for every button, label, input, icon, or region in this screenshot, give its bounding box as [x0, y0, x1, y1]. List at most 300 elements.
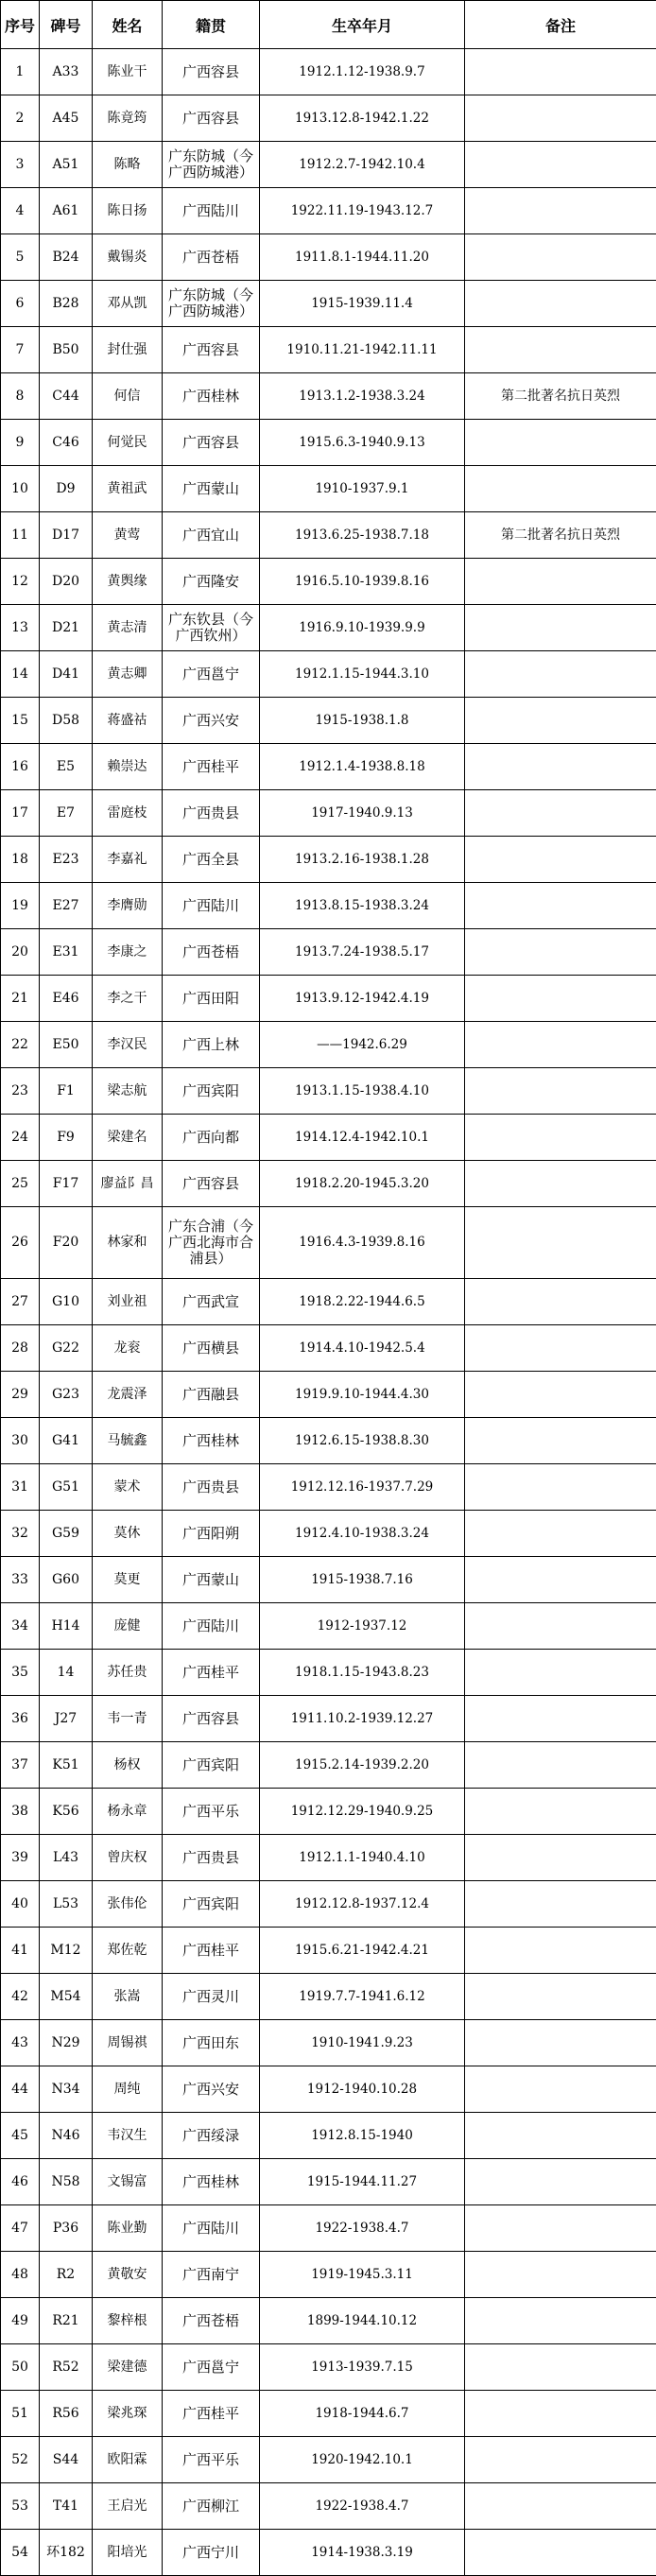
- cell-name: 林家和: [93, 1207, 163, 1279]
- cell-origin: 广西阳朔: [163, 1511, 260, 1557]
- table-row: [1, 1418, 656, 1464]
- cell-code: N58: [40, 2159, 93, 2205]
- cell-code: D20: [40, 559, 93, 605]
- table-row: [1, 1325, 656, 1372]
- cell-remark: [465, 2020, 656, 2066]
- cell-dates: 1917-1940.9.13: [260, 790, 465, 837]
- cell-no: 51: [1, 2391, 40, 2437]
- cell-no: 41: [1, 1928, 40, 1974]
- table-row: [1, 1207, 656, 1279]
- table-row: [1, 327, 656, 373]
- cell-no: 25: [1, 1161, 40, 1207]
- cell-no: 39: [1, 1835, 40, 1881]
- cell-remark: [465, 1928, 656, 1974]
- cell-remark: [465, 2483, 656, 2530]
- cell-remark: [465, 976, 656, 1022]
- cell-remark: [465, 790, 656, 837]
- cell-no: 37: [1, 1742, 40, 1789]
- cell-dates: 1915.6.21-1942.4.21: [260, 1928, 465, 1974]
- cell-code: K56: [40, 1789, 93, 1835]
- cell-dates: 1910-1941.9.23: [260, 2020, 465, 2066]
- table-row: [1, 1974, 656, 2020]
- table-row: [1, 2530, 656, 2576]
- cell-code: G51: [40, 1464, 93, 1511]
- cell-no: 28: [1, 1325, 40, 1372]
- cell-code: A61: [40, 188, 93, 234]
- cell-remark: [465, 2344, 656, 2391]
- table-row: [1, 281, 656, 327]
- cell-remark: 第二批著名抗日英烈: [465, 373, 656, 420]
- cell-remark: [465, 2066, 656, 2113]
- cell-origin: 广西陆川: [163, 188, 260, 234]
- cell-origin: 广西桂林: [163, 373, 260, 420]
- cell-remark: [465, 2530, 656, 2576]
- cell-name: 陈略: [93, 142, 163, 188]
- header-remark: 备注: [465, 1, 656, 49]
- cell-no: 46: [1, 2159, 40, 2205]
- cell-no: 5: [1, 234, 40, 281]
- cell-dates: 1899-1944.10.12: [260, 2298, 465, 2344]
- table-row: [1, 1742, 656, 1789]
- cell-name: 韦汉生: [93, 2113, 163, 2159]
- table-row: [1, 1789, 656, 1835]
- cell-dates: 1913.7.24-1938.5.17: [260, 929, 465, 976]
- cell-code: D41: [40, 651, 93, 698]
- cell-dates: 1911.8.1-1944.11.20: [260, 234, 465, 281]
- table-row: [1, 142, 656, 188]
- cell-code: E5: [40, 744, 93, 790]
- cell-name: 梁志航: [93, 1068, 163, 1115]
- table-row: [1, 1115, 656, 1161]
- cell-code: K51: [40, 1742, 93, 1789]
- cell-origin: 广西宾阳: [163, 1881, 260, 1928]
- cell-remark: [465, 95, 656, 142]
- table-row: [1, 605, 656, 651]
- cell-code: L53: [40, 1881, 93, 1928]
- cell-origin: 广西桂平: [163, 1650, 260, 1696]
- cell-no: 4: [1, 188, 40, 234]
- cell-code: 环182: [40, 2530, 93, 2576]
- table-row: [1, 1464, 656, 1511]
- table-row: [1, 1881, 656, 1928]
- cell-code: B28: [40, 281, 93, 327]
- cell-dates: 1913.9.12-1942.4.19: [260, 976, 465, 1022]
- cell-remark: [465, 837, 656, 883]
- cell-name: 陈竟筠: [93, 95, 163, 142]
- cell-name: 廖益阝昌: [93, 1161, 163, 1207]
- cell-name: 李汉民: [93, 1022, 163, 1068]
- cell-no: 18: [1, 837, 40, 883]
- cell-code: B24: [40, 234, 93, 281]
- cell-name: 李膺勋: [93, 883, 163, 929]
- table-row: [1, 2298, 656, 2344]
- cell-no: 21: [1, 976, 40, 1022]
- cell-remark: [465, 1696, 656, 1742]
- cell-dates: 1910.11.21-1942.11.11: [260, 327, 465, 373]
- cell-origin: 广西容县: [163, 1161, 260, 1207]
- table-row: [1, 466, 656, 512]
- cell-name: 刘业祖: [93, 1279, 163, 1325]
- cell-no: 8: [1, 373, 40, 420]
- table-row: [1, 837, 656, 883]
- table-row: [1, 373, 656, 420]
- cell-code: N34: [40, 2066, 93, 2113]
- cell-dates: 1918.1.15-1943.8.23: [260, 1650, 465, 1696]
- header-code: 碑号: [40, 1, 93, 49]
- cell-dates: 1916.5.10-1939.8.16: [260, 559, 465, 605]
- cell-code: P36: [40, 2205, 93, 2252]
- cell-no: 34: [1, 1603, 40, 1650]
- cell-origin: 广西兴安: [163, 698, 260, 744]
- cell-remark: [465, 420, 656, 466]
- cell-name: 张伟伦: [93, 1881, 163, 1928]
- cell-code: A33: [40, 49, 93, 95]
- cell-origin: 广西桂平: [163, 2391, 260, 2437]
- cell-code: G41: [40, 1418, 93, 1464]
- cell-dates: 1919-1945.3.11: [260, 2252, 465, 2298]
- cell-origin: 广西蒙山: [163, 1557, 260, 1603]
- cell-dates: 1912.2.7-1942.10.4: [260, 142, 465, 188]
- cell-remark: [465, 2159, 656, 2205]
- cell-no: 7: [1, 327, 40, 373]
- cell-no: 29: [1, 1372, 40, 1418]
- cell-remark: [465, 1372, 656, 1418]
- cell-remark: [465, 142, 656, 188]
- cell-no: 9: [1, 420, 40, 466]
- table-row: [1, 2205, 656, 2252]
- cell-dates: 1915-1939.11.4: [260, 281, 465, 327]
- table-row: [1, 1650, 656, 1696]
- cell-dates: 1912.1.4-1938.8.18: [260, 744, 465, 790]
- table-row: [1, 1557, 656, 1603]
- cell-code: E46: [40, 976, 93, 1022]
- cell-name: 黎梓根: [93, 2298, 163, 2344]
- cell-dates: 1912.12.8-1937.12.4: [260, 1881, 465, 1928]
- cell-remark: [465, 2205, 656, 2252]
- cell-remark: [465, 1789, 656, 1835]
- header-dates: 生卒年月: [260, 1, 465, 49]
- table-row: [1, 1928, 656, 1974]
- cell-remark: [465, 605, 656, 651]
- table-row: [1, 2252, 656, 2298]
- cell-origin: 广西苍梧: [163, 234, 260, 281]
- table-row: [1, 1835, 656, 1881]
- cell-no: 45: [1, 2113, 40, 2159]
- cell-no: 35: [1, 1650, 40, 1696]
- header-origin: 籍贯: [163, 1, 260, 49]
- cell-remark: [465, 883, 656, 929]
- cell-dates: 1913.12.8-1942.1.22: [260, 95, 465, 142]
- cell-remark: [465, 651, 656, 698]
- cell-origin: 广西邕宁: [163, 2344, 260, 2391]
- cell-origin: 广西上林: [163, 1022, 260, 1068]
- cell-code: B50: [40, 327, 93, 373]
- cell-name: 曾庆权: [93, 1835, 163, 1881]
- cell-dates: ——1942.6.29: [260, 1022, 465, 1068]
- header-row: [1, 1, 656, 49]
- table-row: [1, 790, 656, 837]
- cell-dates: 1915.6.3-1940.9.13: [260, 420, 465, 466]
- cell-no: 33: [1, 1557, 40, 1603]
- cell-dates: 1913.6.25-1938.7.18: [260, 512, 465, 559]
- table-row: [1, 234, 656, 281]
- cell-no: 15: [1, 698, 40, 744]
- cell-name: 梁兆琛: [93, 2391, 163, 2437]
- cell-no: 49: [1, 2298, 40, 2344]
- cell-code: C46: [40, 420, 93, 466]
- cell-no: 47: [1, 2205, 40, 2252]
- cell-name: 封仕强: [93, 327, 163, 373]
- cell-no: 50: [1, 2344, 40, 2391]
- cell-no: 6: [1, 281, 40, 327]
- cell-dates: 1910-1937.9.1: [260, 466, 465, 512]
- cell-name: 陈日扬: [93, 188, 163, 234]
- cell-code: E31: [40, 929, 93, 976]
- table-row: [1, 512, 656, 559]
- cell-origin: 广西宜山: [163, 512, 260, 559]
- cell-name: 阳培光: [93, 2530, 163, 2576]
- cell-dates: 1913.8.15-1938.3.24: [260, 883, 465, 929]
- cell-dates: 1913.2.16-1938.1.28: [260, 837, 465, 883]
- cell-name: 邓从凯: [93, 281, 163, 327]
- table-row: [1, 976, 656, 1022]
- cell-origin: 广西柳江: [163, 2483, 260, 2530]
- cell-remark: [465, 1511, 656, 1557]
- cell-name: 李之干: [93, 976, 163, 1022]
- cell-name: 张嵩: [93, 1974, 163, 2020]
- cell-no: 48: [1, 2252, 40, 2298]
- cell-name: 何觉民: [93, 420, 163, 466]
- table-row: [1, 929, 656, 976]
- cell-origin: 广西田东: [163, 2020, 260, 2066]
- cell-dates: 1918.2.22-1944.6.5: [260, 1279, 465, 1325]
- cell-name: 黄莺: [93, 512, 163, 559]
- cell-no: 2: [1, 95, 40, 142]
- cell-dates: 1912.12.16-1937.7.29: [260, 1464, 465, 1511]
- table-row: [1, 49, 656, 95]
- cell-dates: 1920-1942.10.1: [260, 2437, 465, 2483]
- cell-origin: 广西田阳: [163, 976, 260, 1022]
- cell-remark: [465, 327, 656, 373]
- cell-code: G10: [40, 1279, 93, 1325]
- cell-origin: 广西融县: [163, 1372, 260, 1418]
- cell-name: 周锡祺: [93, 2020, 163, 2066]
- cell-code: R2: [40, 2252, 93, 2298]
- header-no: 序号: [1, 1, 40, 49]
- table-row: [1, 1022, 656, 1068]
- cell-code: N46: [40, 2113, 93, 2159]
- cell-dates: 1918.2.20-1945.3.20: [260, 1161, 465, 1207]
- cell-origin: 广西陆川: [163, 2205, 260, 2252]
- cell-origin: 广西容县: [163, 95, 260, 142]
- cell-no: 12: [1, 559, 40, 605]
- cell-no: 24: [1, 1115, 40, 1161]
- cell-code: H14: [40, 1603, 93, 1650]
- cell-remark: [465, 1418, 656, 1464]
- table-row: [1, 2113, 656, 2159]
- cell-origin: 广东防城（今广西防城港）: [163, 142, 260, 188]
- cell-code: S44: [40, 2437, 93, 2483]
- cell-no: 52: [1, 2437, 40, 2483]
- cell-code: A51: [40, 142, 93, 188]
- cell-name: 王启光: [93, 2483, 163, 2530]
- cell-no: 44: [1, 2066, 40, 2113]
- cell-code: D17: [40, 512, 93, 559]
- cell-origin: 广西平乐: [163, 1789, 260, 1835]
- cell-code: 14: [40, 1650, 93, 1696]
- cell-remark: [465, 2252, 656, 2298]
- cell-code: C44: [40, 373, 93, 420]
- cell-no: 26: [1, 1207, 40, 1279]
- cell-code: G59: [40, 1511, 93, 1557]
- cell-no: 11: [1, 512, 40, 559]
- cell-origin: 广西苍梧: [163, 2298, 260, 2344]
- cell-origin: 广西武宣: [163, 1279, 260, 1325]
- cell-code: F9: [40, 1115, 93, 1161]
- cell-origin: 广西贵县: [163, 790, 260, 837]
- cell-code: R21: [40, 2298, 93, 2344]
- cell-remark: [465, 1742, 656, 1789]
- table-row: [1, 651, 656, 698]
- cell-origin: 广西容县: [163, 327, 260, 373]
- table-row: [1, 1068, 656, 1115]
- cell-no: 16: [1, 744, 40, 790]
- cell-remark: [465, 281, 656, 327]
- table-row: [1, 2066, 656, 2113]
- cell-dates: 1915.2.14-1939.2.20: [260, 1742, 465, 1789]
- cell-remark: [465, 1161, 656, 1207]
- cell-dates: 1919.7.7-1941.6.12: [260, 1974, 465, 2020]
- table-row: [1, 188, 656, 234]
- cell-no: 20: [1, 929, 40, 976]
- cell-origin: 广西隆安: [163, 559, 260, 605]
- cell-name: 戴锡炎: [93, 234, 163, 281]
- cell-name: 苏任贵: [93, 1650, 163, 1696]
- cell-origin: 广西苍梧: [163, 929, 260, 976]
- cell-origin: 广西容县: [163, 420, 260, 466]
- table-row: [1, 420, 656, 466]
- cell-remark: [465, 2391, 656, 2437]
- cell-no: 42: [1, 1974, 40, 2020]
- cell-remark: [465, 698, 656, 744]
- cell-dates: 1916.4.3-1939.8.16: [260, 1207, 465, 1279]
- cell-no: 19: [1, 883, 40, 929]
- cell-dates: 1912.8.15-1940: [260, 2113, 465, 2159]
- table-row: [1, 95, 656, 142]
- cell-dates: 1914.4.10-1942.5.4: [260, 1325, 465, 1372]
- table-row: [1, 883, 656, 929]
- cell-name: 郑佐乾: [93, 1928, 163, 1974]
- cell-name: 雷庭枝: [93, 790, 163, 837]
- cell-dates: 1912-1940.10.28: [260, 2066, 465, 2113]
- cell-code: G23: [40, 1372, 93, 1418]
- table-row: [1, 1161, 656, 1207]
- cell-name: 何信: [93, 373, 163, 420]
- cell-name: 蒙术: [93, 1464, 163, 1511]
- cell-no: 43: [1, 2020, 40, 2066]
- cell-dates: 1915-1944.11.27: [260, 2159, 465, 2205]
- cell-code: T41: [40, 2483, 93, 2530]
- cell-origin: 广西邕宁: [163, 651, 260, 698]
- cell-code: L43: [40, 1835, 93, 1881]
- table-row: [1, 1372, 656, 1418]
- cell-dates: 1919.9.10-1944.4.30: [260, 1372, 465, 1418]
- cell-remark: [465, 1279, 656, 1325]
- cell-dates: 1913.1.15-1938.4.10: [260, 1068, 465, 1115]
- cell-origin: 广西宾阳: [163, 1068, 260, 1115]
- cell-remark: [465, 1325, 656, 1372]
- cell-dates: 1913.1.2-1938.3.24: [260, 373, 465, 420]
- table-row: [1, 744, 656, 790]
- cell-name: 李嘉礼: [93, 837, 163, 883]
- cell-remark: [465, 2437, 656, 2483]
- cell-dates: 1918-1944.6.7: [260, 2391, 465, 2437]
- cell-name: 梁建名: [93, 1115, 163, 1161]
- cell-remark: [465, 929, 656, 976]
- table-row: [1, 2344, 656, 2391]
- table-row: [1, 2437, 656, 2483]
- cell-code: E7: [40, 790, 93, 837]
- cell-name: 周纯: [93, 2066, 163, 2113]
- cell-name: 杨永章: [93, 1789, 163, 1835]
- cell-origin: 广西贵县: [163, 1464, 260, 1511]
- cell-name: 赖崇达: [93, 744, 163, 790]
- cell-name: 陈业勤: [93, 2205, 163, 2252]
- cell-name: 陈业干: [93, 49, 163, 95]
- cell-no: 54: [1, 2530, 40, 2576]
- cell-origin: 广西绥渌: [163, 2113, 260, 2159]
- cell-no: 27: [1, 1279, 40, 1325]
- cell-origin: 广西宁川: [163, 2530, 260, 2576]
- cell-no: 13: [1, 605, 40, 651]
- cell-origin: 广西全县: [163, 837, 260, 883]
- cell-origin: 广西蒙山: [163, 466, 260, 512]
- cell-code: J27: [40, 1696, 93, 1742]
- cell-dates: 1913-1939.7.15: [260, 2344, 465, 2391]
- cell-code: A45: [40, 95, 93, 142]
- cell-code: R52: [40, 2344, 93, 2391]
- cell-origin: 广西容县: [163, 1696, 260, 1742]
- cell-remark: [465, 1603, 656, 1650]
- cell-dates: 1912-1937.12: [260, 1603, 465, 1650]
- cell-origin: 广西横县: [163, 1325, 260, 1372]
- cell-origin: 广西南宁: [163, 2252, 260, 2298]
- cell-no: 31: [1, 1464, 40, 1511]
- cell-name: 莫更: [93, 1557, 163, 1603]
- cell-code: D58: [40, 698, 93, 744]
- table-row: [1, 1279, 656, 1325]
- cell-code: F17: [40, 1161, 93, 1207]
- cell-origin: 广西桂林: [163, 2159, 260, 2205]
- cell-no: 10: [1, 466, 40, 512]
- cell-remark: 第二批著名抗日英烈: [465, 512, 656, 559]
- cell-no: 14: [1, 651, 40, 698]
- cell-dates: 1915-1938.1.8: [260, 698, 465, 744]
- cell-origin: 广西向都: [163, 1115, 260, 1161]
- cell-remark: [465, 2298, 656, 2344]
- cell-origin: 广西桂平: [163, 1928, 260, 1974]
- cell-remark: [465, 1068, 656, 1115]
- cell-name: 黄志卿: [93, 651, 163, 698]
- cell-no: 53: [1, 2483, 40, 2530]
- table-row: [1, 1696, 656, 1742]
- cell-dates: 1916.9.10-1939.9.9: [260, 605, 465, 651]
- table-row: [1, 2483, 656, 2530]
- cell-name: 李康之: [93, 929, 163, 976]
- cell-name: 蒋盛祜: [93, 698, 163, 744]
- cell-origin: 广东合浦（今广西北海市合浦县）: [163, 1207, 260, 1279]
- cell-remark: [465, 744, 656, 790]
